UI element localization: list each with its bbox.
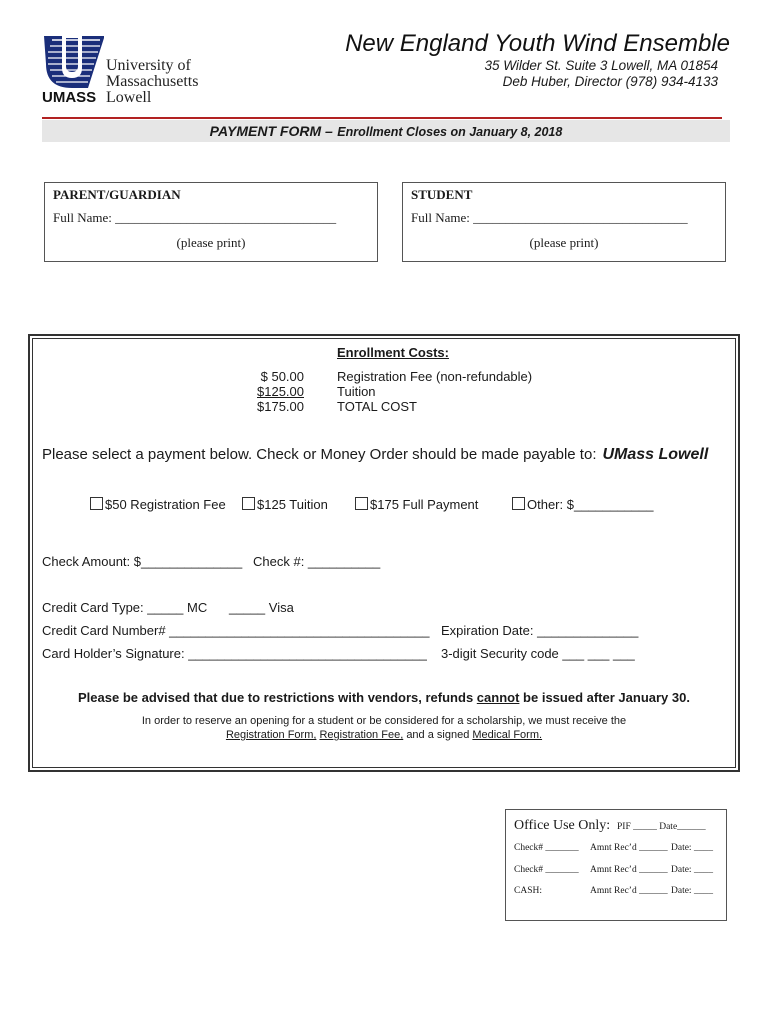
refund-notice: [32, 690, 736, 705]
header-divider: [42, 117, 722, 119]
refund-notice-tail: be issued after January 30.: [523, 690, 690, 705]
office-row-1-date: Date: ____: [671, 843, 713, 853]
cost-label-registration: Registration Fee (non-refundable): [337, 369, 533, 384]
refund-notice-emphasis: cannot: [476, 690, 520, 705]
reserve-notice-line1: In order to reserve an opening for a student or be considered for a scholarship, we must receive the: [141, 715, 627, 727]
option-full-payment-label: $175 Full Payment: [370, 497, 479, 512]
banner-subtitle: Enrollment Closes on January 8, 2018: [337, 125, 563, 139]
credit-card-number-field[interactable]: Credit Card Number# ____________________________________: [42, 623, 430, 638]
expiration-date-field[interactable]: Expiration Date: ______________: [441, 623, 639, 638]
option-registration-fee[interactable]: [90, 497, 226, 512]
option-other[interactable]: [512, 497, 654, 512]
logo-lowell-text: Lowell: [106, 89, 152, 106]
option-registration-fee-label: $50 Registration Fee: [105, 497, 226, 512]
student-box: [402, 182, 726, 262]
office-pif-date: PIF _____ Date______: [617, 822, 706, 832]
checkbox-icon[interactable]: [355, 497, 368, 510]
cost-amount-total: $175.00: [257, 399, 304, 414]
credit-card-type-visa[interactable]: _____ Visa: [229, 600, 294, 615]
cost-label-tuition: Tuition: [337, 384, 376, 399]
parent-guardian-box: [44, 182, 378, 262]
office-row-3-cash: CASH:: [514, 886, 542, 896]
and-signed-text: and a signed: [406, 729, 470, 741]
checkbox-icon[interactable]: [512, 497, 525, 510]
payment-form-banner: [42, 120, 730, 142]
parent-full-name-field[interactable]: Full Name: __________________________________: [53, 210, 337, 225]
option-full-payment[interactable]: [355, 497, 478, 512]
student-heading: STUDENT: [411, 187, 473, 202]
registration-form-link: Registration Form,: [225, 729, 317, 741]
parent-print-note: (please print): [176, 235, 246, 250]
student-print-note: (please print): [529, 235, 599, 250]
option-other-label: Other: $___________: [527, 497, 654, 512]
office-row-3-amount: Amnt Rec’d ______: [590, 886, 668, 896]
payment-instruction: [42, 446, 708, 464]
refund-notice-text: Please be advised that due to restrictions with vendors, refunds: [78, 690, 474, 705]
organization-address: 35 Wilder St. Suite 3 Lowell, MA 01854: [484, 58, 718, 73]
security-code-field[interactable]: 3-digit Security code ___ ___ ___: [441, 646, 635, 661]
logo-umass-text: UMASS: [42, 89, 97, 106]
student-full-name-field[interactable]: Full Name: _________________________________: [411, 210, 688, 225]
office-row-2-amount: Amnt Rec’d ______: [590, 865, 668, 875]
cost-label-total: TOTAL COST: [337, 399, 417, 414]
card-holder-signature-field[interactable]: Card Holder’s Signature: _________________________________: [42, 646, 427, 661]
logo-massachusetts-text: Massachusetts: [106, 73, 199, 90]
enrollment-costs-heading: Enrollment Costs:: [337, 345, 449, 360]
checkbox-icon[interactable]: [242, 497, 255, 510]
option-tuition-label: $125 Tuition: [257, 497, 328, 512]
parent-heading: PARENT/GUARDIAN: [53, 187, 181, 202]
cost-amount-registration: $ 50.00: [260, 369, 304, 384]
reserve-notice-line2: [32, 729, 736, 741]
organization-director: Deb Huber, Director (978) 934-4133: [502, 74, 718, 89]
check-amount-field[interactable]: Check Amount: $______________: [42, 554, 243, 569]
payee-name: UMass Lowell: [602, 446, 709, 463]
office-row-1-check: Check# _______: [514, 843, 579, 853]
option-tuition[interactable]: [242, 497, 328, 512]
office-use-title: Office Use Only:: [514, 818, 611, 833]
office-row-3-date: Date: ____: [671, 886, 713, 896]
payment-instruction-text: Please select a payment below. Check or Money Order should be made payable to:: [42, 446, 597, 463]
checkbox-icon[interactable]: [90, 497, 103, 510]
check-number-field[interactable]: Check #: __________: [253, 554, 381, 569]
umass-logo-mark-icon: [42, 34, 106, 90]
cost-amount-tuition: $125.00: [257, 384, 304, 399]
organization-title: New England Youth Wind Ensemble: [345, 30, 730, 57]
office-row-1-amount: Amnt Rec’d ______: [590, 843, 668, 853]
office-row-2-check: Check# _______: [514, 865, 579, 875]
medical-form-link: Medical Form.: [472, 729, 543, 741]
office-row-2-date: Date: ____: [671, 865, 713, 875]
logo-university-text: University of: [106, 57, 191, 74]
registration-fee-link: Registration Fee,: [319, 729, 404, 741]
credit-card-type-mc[interactable]: Credit Card Type: _____ MC: [42, 600, 208, 615]
umass-lowell-logo: [42, 34, 212, 106]
banner-title: PAYMENT FORM –: [209, 123, 333, 139]
